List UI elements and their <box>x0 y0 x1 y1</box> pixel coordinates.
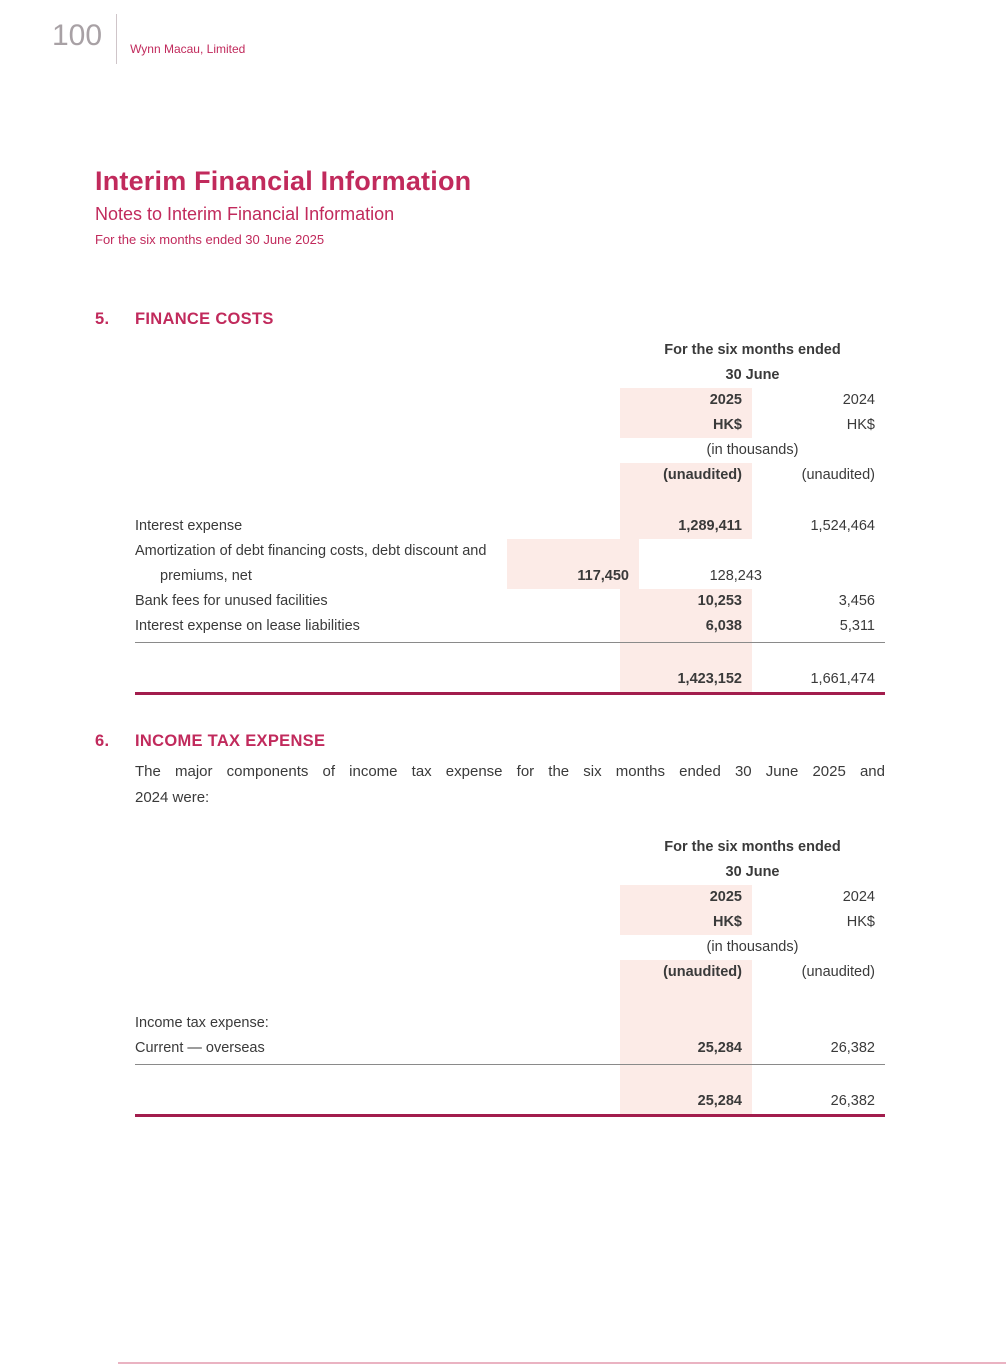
period-subheading: 30 June <box>725 864 780 880</box>
table-period-row2 <box>135 860 885 885</box>
company-name: Wynn Macau, Limited <box>130 42 246 56</box>
audit-2025: (unaudited) <box>620 463 752 488</box>
row-value-2024: 5,311 <box>839 618 875 634</box>
table-row <box>135 614 885 639</box>
section-heading <box>95 310 890 329</box>
table-year-row <box>135 388 885 413</box>
table-row <box>135 589 885 614</box>
year-2024: 2024 <box>842 392 875 408</box>
table-spacer <box>135 1065 885 1089</box>
section-income-tax <box>95 732 890 1117</box>
table-spacer <box>135 643 885 667</box>
year-2024: 2024 <box>842 889 875 905</box>
table-total-rule <box>135 1114 885 1117</box>
table-total-row <box>135 667 885 692</box>
row-value-2025: 1,289,411 <box>620 514 752 539</box>
section-title: FINANCE COSTS <box>135 310 274 328</box>
row-value-2025: 10,253 <box>620 589 752 614</box>
masthead <box>52 12 245 64</box>
section-finance-costs <box>95 310 890 695</box>
row-value-2024 <box>752 1011 885 1036</box>
currency-2025: HK$ <box>620 413 752 438</box>
table-row <box>135 514 885 539</box>
units-label: (in thousands) <box>706 442 799 458</box>
table-spacer <box>135 985 885 1011</box>
row-value-2024: 3,456 <box>838 593 875 609</box>
currency-2025: HK$ <box>620 910 752 935</box>
row-value-2024: 128,243 <box>709 568 762 584</box>
section-intro <box>135 759 885 811</box>
document-header <box>95 166 471 247</box>
section-title: INCOME TAX EXPENSE <box>135 732 326 750</box>
total-2025: 1,423,152 <box>620 667 752 692</box>
table-units-row <box>135 935 885 960</box>
period-heading: For the six months ended <box>664 839 841 855</box>
row-label: Income tax expense: <box>135 1015 269 1031</box>
row-label: Amortization of debt financing costs, debt discount and premiums, net <box>135 543 487 584</box>
currency-2024: HK$ <box>846 417 875 433</box>
finance-costs-table <box>135 338 885 695</box>
period-subheading: 30 June <box>725 367 780 383</box>
audit-2025: (unaudited) <box>620 960 752 985</box>
masthead-divider <box>116 14 117 64</box>
audit-2024: (unaudited) <box>801 467 875 483</box>
row-label: Bank fees for unused facilities <box>135 593 328 609</box>
total-2024: 26,382 <box>830 1093 875 1109</box>
period-heading: For the six months ended <box>664 342 841 358</box>
table-total-row <box>135 1089 885 1114</box>
section-number: 5. <box>95 310 110 328</box>
page-number: 100 <box>52 19 103 52</box>
table-period-row <box>135 835 885 860</box>
table-audit-row <box>135 960 885 985</box>
income-tax-table <box>135 835 885 1117</box>
total-2024: 1,661,474 <box>810 671 875 687</box>
table-audit-row <box>135 463 885 488</box>
total-2025: 25,284 <box>620 1089 752 1114</box>
document-subtitle: Notes to Interim Financial Information <box>95 204 395 224</box>
intro-line: 2024 were: <box>135 789 210 806</box>
table-year-row <box>135 885 885 910</box>
row-value-2025: 6,038 <box>620 614 752 639</box>
year-2025: 2025 <box>620 388 752 413</box>
audit-2024: (unaudited) <box>801 964 875 980</box>
intro-line: The major components of income tax expense for the six months ended 30 June 2025 and <box>135 763 885 780</box>
year-2025: 2025 <box>620 885 752 910</box>
table-currency-row <box>135 910 885 935</box>
row-label: Current — overseas <box>135 1040 265 1056</box>
currency-2024: HK$ <box>846 914 875 930</box>
document-title: Interim Financial Information <box>95 166 472 196</box>
table-row <box>135 539 885 589</box>
table-row <box>135 1036 885 1061</box>
table-row <box>135 1011 885 1036</box>
table-period-row2 <box>135 363 885 388</box>
row-value-2024: 1,524,464 <box>810 518 875 534</box>
document-period: For the six months ended 30 June 2025 <box>95 232 325 247</box>
table-spacer <box>135 488 885 514</box>
row-value-2025: 117,450 <box>507 539 639 589</box>
row-label: Interest expense on lease liabilities <box>135 618 360 634</box>
row-value-2025 <box>620 1011 752 1036</box>
table-total-rule <box>135 692 885 695</box>
row-value-2024: 26,382 <box>830 1040 875 1056</box>
table-period-row <box>135 338 885 363</box>
table-currency-row <box>135 413 885 438</box>
section-number: 6. <box>95 732 110 750</box>
section-heading <box>95 732 890 751</box>
row-value-2025: 25,284 <box>620 1036 752 1061</box>
units-label: (in thousands) <box>706 939 799 955</box>
page-footer-rule <box>118 1362 1006 1364</box>
row-label: Interest expense <box>135 518 243 534</box>
table-units-row <box>135 438 885 463</box>
